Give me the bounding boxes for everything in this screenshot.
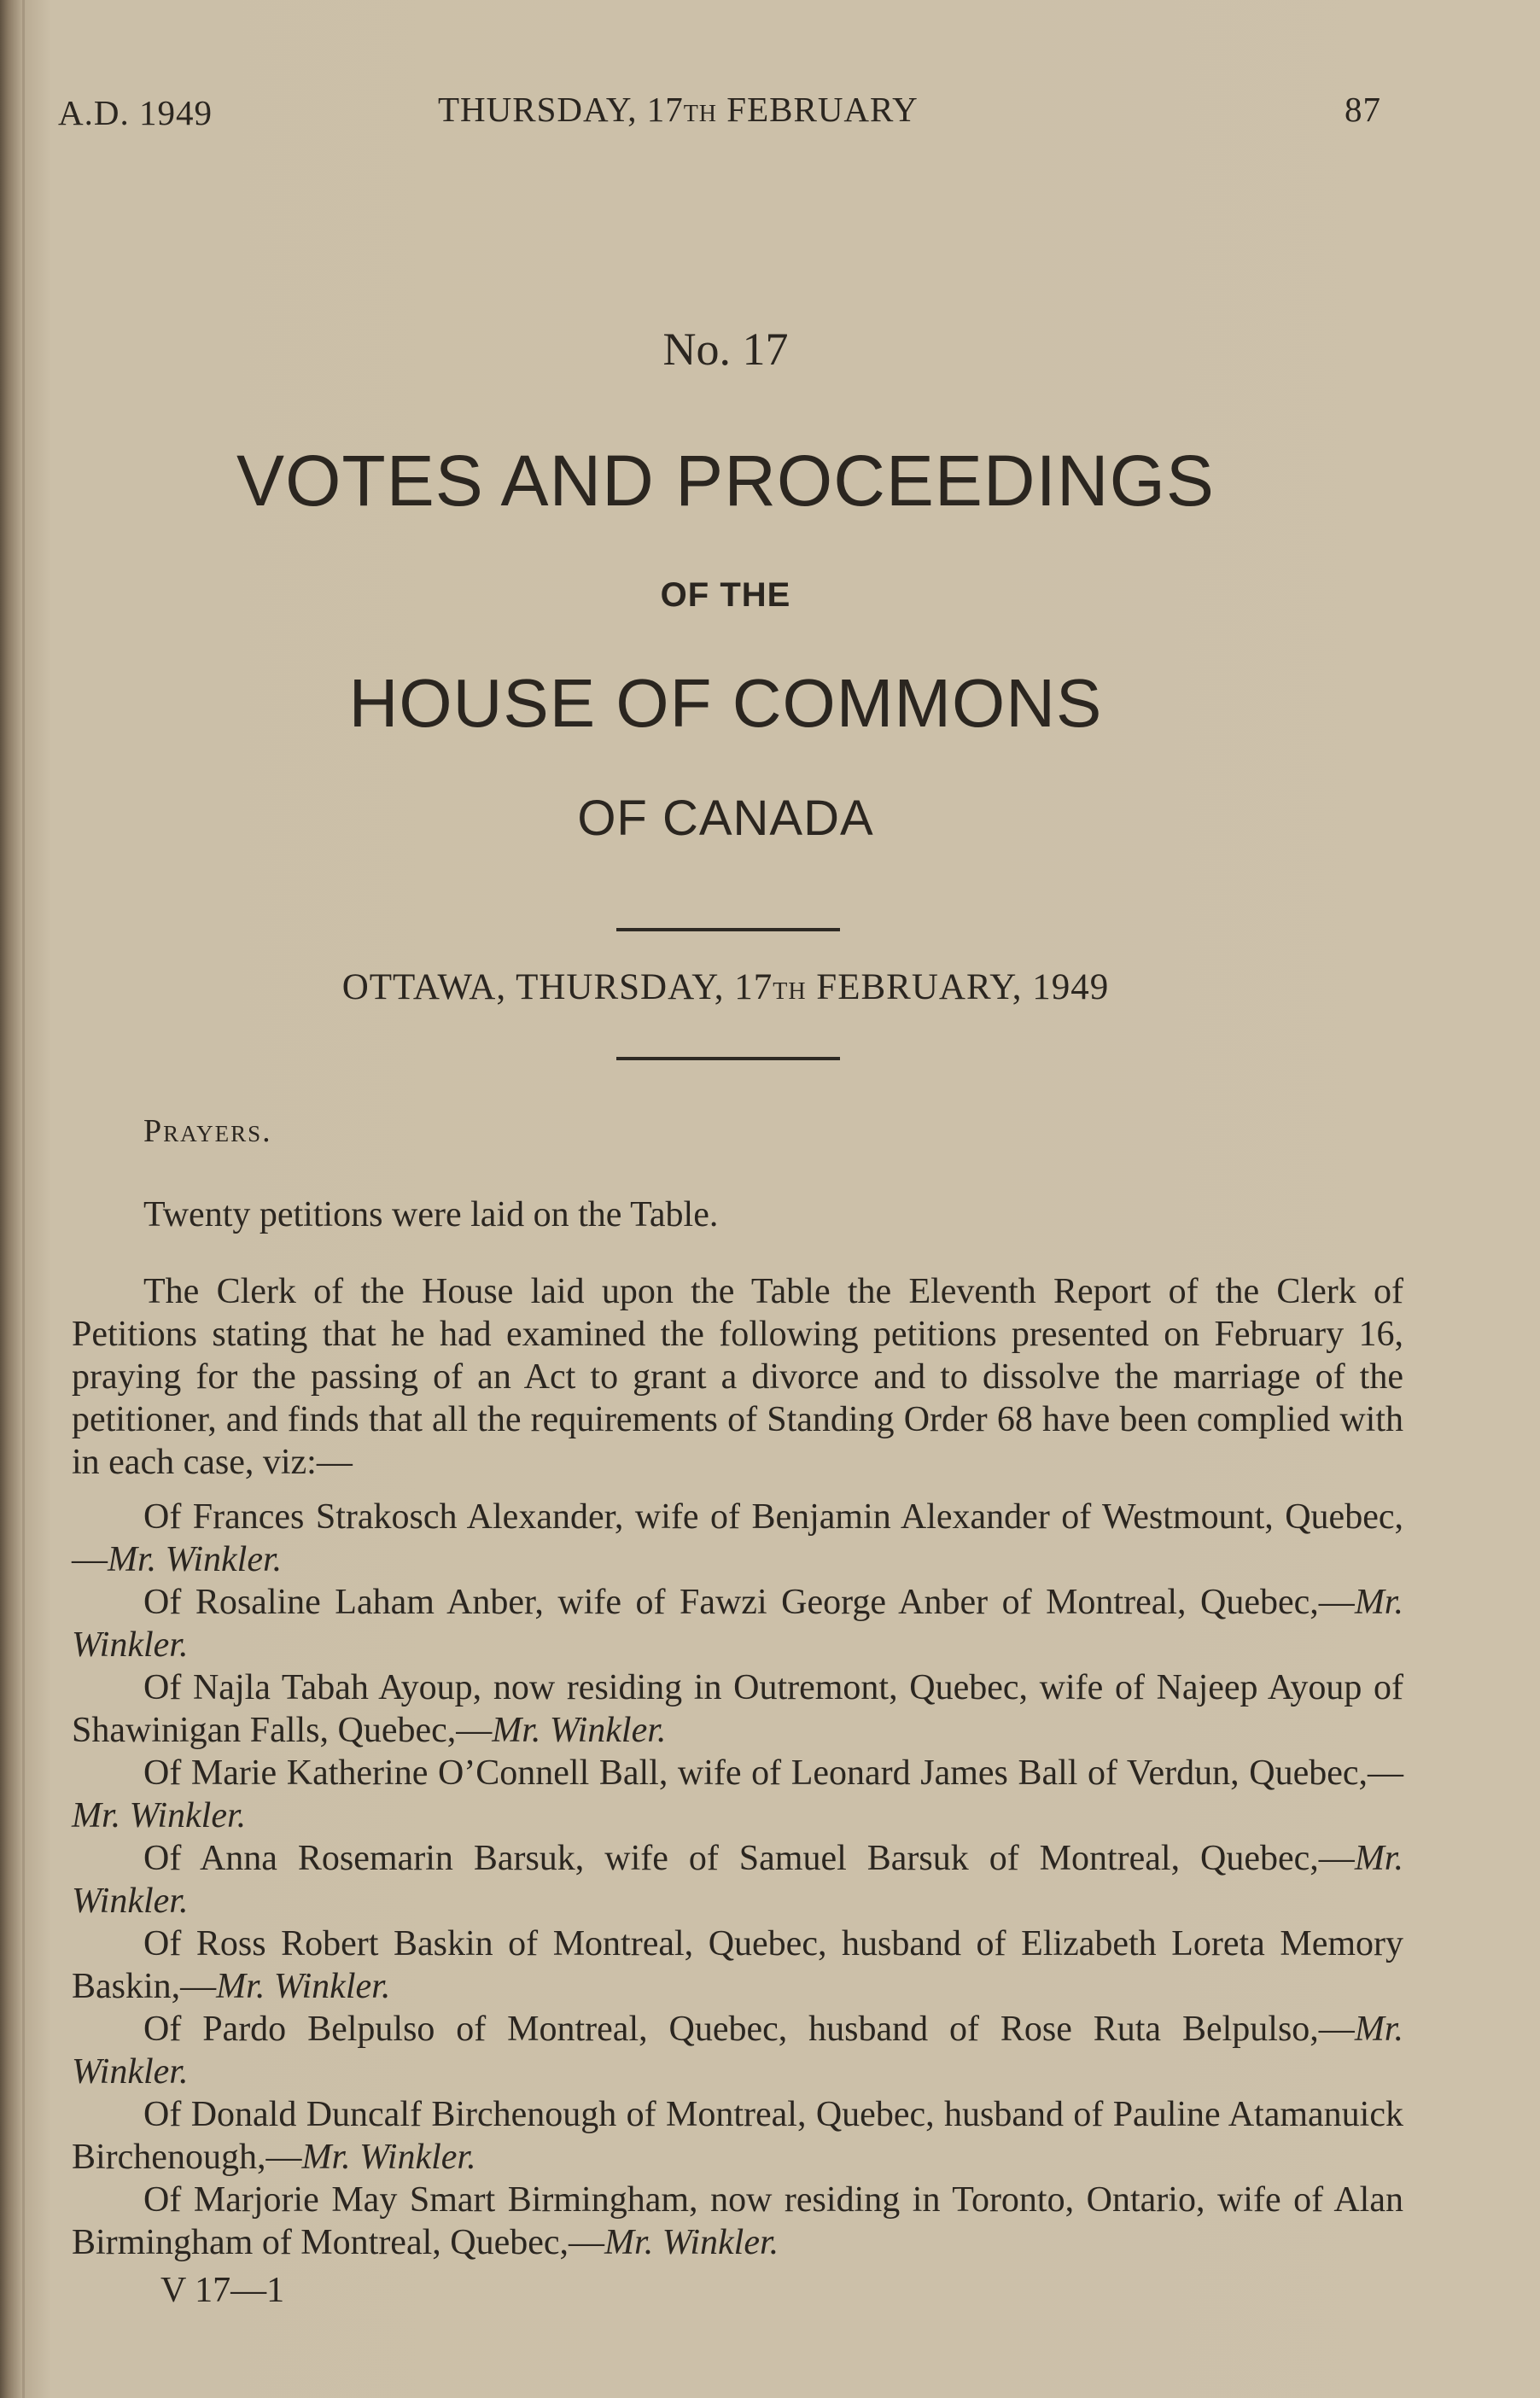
issue-number: No. 17	[662, 324, 789, 375]
dateline-month-year: FEBRUARY, 1949	[806, 967, 1110, 1007]
presenting-member: Mr. Winkler.	[72, 2010, 1403, 2092]
petition-text: Of Pardo Belpulso of Montreal, Quebec, husband of Rose Ruta Belpulso,—	[143, 2010, 1355, 2049]
running-head	[58, 92, 1381, 135]
page-number: 87	[1345, 90, 1381, 129]
title-country: OF CANADA	[577, 791, 874, 846]
printer-signature: V 17—1	[160, 2271, 285, 2310]
petition-entry	[72, 1752, 1403, 1837]
presenting-member: Mr. Winkler.	[108, 1540, 283, 1579]
petition-text: Of Rosaline Laham Anber, wife of Fawzi George Anber of Montreal, Quebec,—	[143, 1583, 1355, 1622]
petition-entry	[72, 1837, 1403, 1922]
clerk-report-paragraph: The Clerk of the House laid upon the Table the Eleventh Report of the Clerk of Petitions stating that he had examined the following petitions presented on February 16, praying for the passing of an Act to grant a divorce and to dissolve the marriage of the petitioner, and finds that all the requirements of Standing Order 68 have been complied with in each case, viz:—	[72, 1272, 1403, 1482]
petition-entry	[72, 2008, 1403, 2093]
presenting-member: Mr. Winkler.	[216, 1967, 391, 2006]
petition-entry	[72, 1581, 1403, 1666]
presenting-member: Mr. Winkler.	[72, 1839, 1403, 1921]
petition-entry	[72, 2179, 1403, 2264]
petition-entry	[72, 1666, 1403, 1752]
proceedings-body	[72, 1110, 1403, 2312]
presenting-member: Mr. Winkler.	[492, 1711, 667, 1750]
running-head-date-month: FEBRUARY	[717, 90, 919, 129]
petition-entry	[72, 2093, 1403, 2179]
petition-text: Of Frances Strakosch Alexander, wife of Benjamin Alexander of Westmount, Quebec,—	[72, 1497, 1403, 1579]
divider-rule-top	[616, 928, 840, 931]
prayers-heading: Prayers.	[143, 1113, 272, 1149]
running-head-date-suffix: TH	[683, 101, 718, 127]
petition-text: Of Donald Duncalf Birchenough of Montreal, Quebec, husband of Pauline Atamanuick Birchenough,—	[72, 2095, 1403, 2177]
dateline-day: OTTAWA, THURSDAY, 17	[341, 967, 773, 1007]
presenting-member: Mr. Winkler.	[301, 2138, 476, 2177]
petitions-paragraph: Twenty petitions were laid on the Table.	[143, 1195, 719, 1234]
dateline-suffix: TH	[773, 978, 807, 1005]
running-head-date	[438, 89, 919, 130]
presenting-member: Mr. Winkler.	[72, 1583, 1403, 1665]
petition-entry	[72, 1496, 1403, 1581]
document-title: VOTES AND PROCEEDINGS	[236, 441, 1215, 521]
petition-text: Of Anna Rosemarin Barsuk, wife of Samuel Barsuk of Montreal, Quebec,—	[143, 1839, 1355, 1878]
petition-text: Of Ross Robert Baskin of Montreal, Quebec, husband of Elizabeth Loreta Memory Baskin,—	[72, 1924, 1403, 2006]
petition-text: Of Najla Tabah Ayoup, now residing in Outremont, Quebec, wife of Najeep Ayoup of Shawinigan Falls, Quebec,—	[72, 1668, 1403, 1750]
running-head-date-day: THURSDAY, 17	[438, 90, 684, 129]
dateline	[0, 966, 1451, 1008]
title-of-the: OF THE	[660, 576, 791, 614]
title-house: HOUSE OF COMMONS	[348, 665, 1103, 741]
divider-rule-bottom	[616, 1057, 840, 1060]
petition-entry	[72, 1922, 1403, 2008]
petition-text: Of Marjorie May Smart Birmingham, now residing in Toronto, Ontario, wife of Alan Birmingham of Montreal, Quebec,—	[72, 2180, 1403, 2262]
running-head-year: A.D. 1949	[58, 93, 213, 132]
presenting-member: Mr. Winkler.	[72, 1796, 247, 1835]
petition-text: Of Marie Katherine O’Connell Ball, wife of Leonard James Ball of Verdun, Quebec,—	[143, 1753, 1403, 1793]
presenting-member: Mr. Winkler.	[604, 2223, 779, 2262]
